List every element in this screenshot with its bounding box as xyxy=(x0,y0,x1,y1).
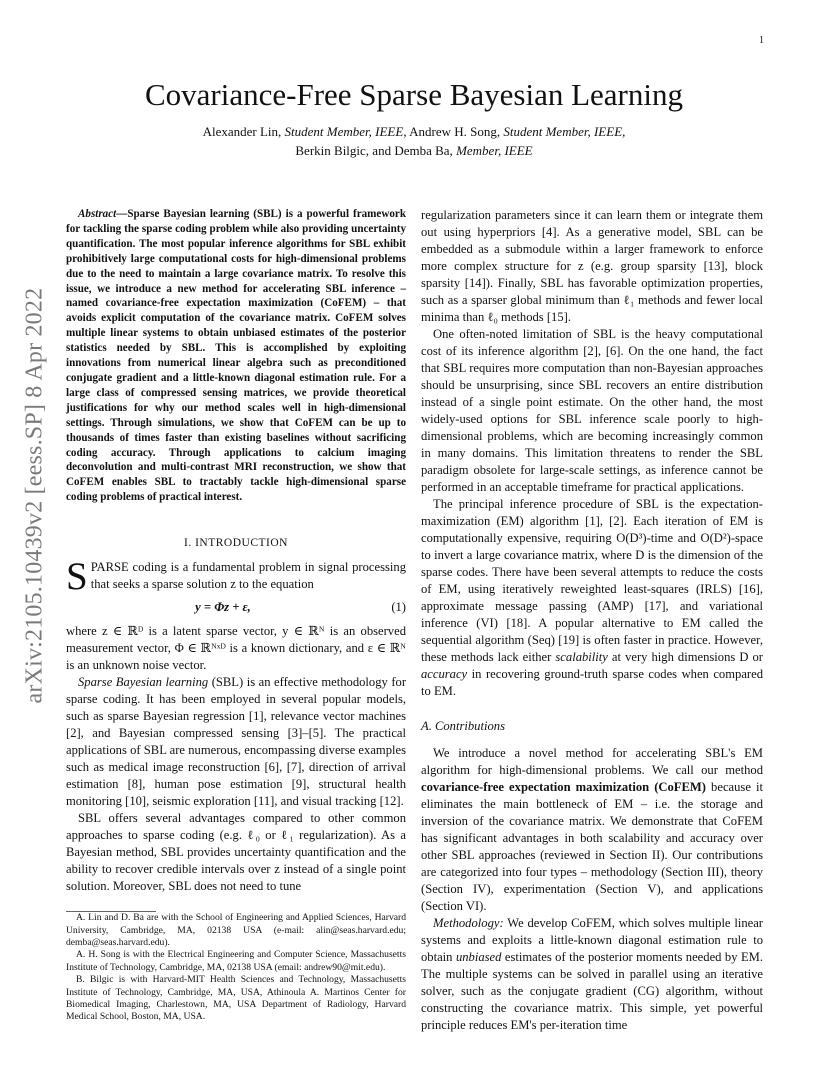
left-column xyxy=(66,207,406,1024)
author-affil: Student Member, IEEE, xyxy=(284,124,407,139)
para-text: because it eliminates the main bottleneck of EM – i.e. the storage and inversion of the covariance matrix. We demonstrate that CoFEM has significant advantages in both scalability and accuracy over other SBL approaches (reviewed in Section II). Our contributions are categorized into four types – methodology (Section III), theory (Section IV), experimentation (Section V), and applications (Section VI). xyxy=(421,780,763,913)
page-number: 1 xyxy=(759,35,764,46)
abstract-text: —Sparse Bayesian learning (SBL) is a powerful framework for tackling the sparse coding problem while also providing uncertainty quantification. The most popular inference algorithms for SBL exhibit prohibitively large computational costs for high-dimensional problems due to the need to maintain a large covariance matrix. To resolve this issue, we introduce a new method for accelerating SBL inference – named covariance-free expectation maximization (CoFEM) – that avoids explicit computation of the covariance matrix. CoFEM solves multiple linear systems to obtain unbiased estimates of the posterior statistics needed by SBL. This is accomplished by exploiting innovations from numerical linear algebra such as preconditioned conjugate gradient and a little-known diagonal estimation rule. For a large class of compressed sensing matrices, we provide theoretical justifications for why our method scales well in high-dimensional settings. Through simulations, we show that CoFEM can be up to thousands of times faster than existing baselines without sacrificing coding accuracy. Through applications to calcium imaging deconvolution and multi-contrast MRI reconstruction, we show that CoFEM enables SBL to tractably tackle high-dimensional sparse coding problems of practical interest. xyxy=(66,208,406,504)
intro-paragraph-1 xyxy=(66,555,406,599)
equation-body: y = Φz + ε, xyxy=(195,599,251,614)
method-name: covariance-free expectation maximization (CoFEM) xyxy=(421,780,706,794)
contrib-paragraph-1 xyxy=(421,745,763,915)
para-text: estimates of the posterior moments needed by EM. The multiple systems can be solved in parallel using an iterative solver, such as the conjugate gradient (CG) algorithm, without constructing the covariance matrix. This simple, yet powerful principle reduces EM's per-iteration time xyxy=(421,950,763,1032)
drop-cap: S xyxy=(66,555,88,599)
footnote-3: B. Bilgic is with Harvard-MIT Health Sciences and Technology, Massachusetts Institute of Technology, Cambridge, MA, USA, Athinoula A. Martinos Center for Biomedical Imaging, Charlestown, MA, USA Department of Radiology, Harvard Medical School, Boston, MA, USA. xyxy=(66,974,406,1023)
abstract xyxy=(66,207,406,505)
sbl-term: Sparse Bayesian learning xyxy=(78,675,209,690)
right-column xyxy=(421,207,763,1034)
methodology-label: Methodology: xyxy=(433,916,504,930)
equation-number: (1) xyxy=(391,599,406,614)
para-text: at very high dimensions D or xyxy=(607,650,763,664)
equation-1 xyxy=(66,597,406,617)
contrib-paragraph-2 xyxy=(421,915,763,1034)
section-heading-introduction: I. INTRODUCTION xyxy=(184,537,288,550)
emphasis: scalability xyxy=(555,650,608,664)
para-text: We introduce a novel method for accelerating SBL's EM algorithm for high-dimensional problems. We call our method xyxy=(421,746,763,777)
para-text: We develop CoFEM, which solves multiple linear systems and exploits a little-known diagonal estimation rule to obtain xyxy=(421,916,763,964)
author-name: Berkin Bilgic, and Demba Ba, xyxy=(295,143,457,158)
author-line-1 xyxy=(0,122,828,141)
author-block xyxy=(0,122,828,160)
footnote-2: A. H. Song is with the Electrical Engineering and Computer Science, Massachusetts Institute of Technology, Cambridge, MA, 02138 USA (email: andrew90@mit.edu). xyxy=(66,949,406,973)
author-affil: Member, IEEE xyxy=(456,143,533,158)
right-paragraph-1: regularization parameters since it can learn them or integrate them out using hyperpriors [4]. As a generative model, SBL can be embedded as a submodule within a larger framework to enforce more complex structure for z (e.g. group sparsity [13], block sparsity [14]). Finally, SBL has favorable optimization properties, such as a sparser global minimum than ℓ₁ methods and fewer local minima than ℓ₀ methods [15]. xyxy=(421,208,763,324)
paper-title: Covariance-Free Sparse Bayesian Learning xyxy=(145,77,683,112)
arxiv-identifier: arXiv:2105.10439v2 [eess.SP] 8 Apr 2022 xyxy=(21,287,48,704)
para-text: in recovering ground-truth sparse codes when compared to EM. xyxy=(421,667,763,698)
author-name: Alexander Lin, xyxy=(202,124,285,139)
author-name: Andrew H. Song, xyxy=(406,124,504,139)
author-line-2 xyxy=(0,141,828,160)
intro-text-1: PARSE coding is a fundamental problem in signal processing that seeks a sparse solution z to the equation xyxy=(90,560,406,592)
right-paragraph-2: One often-noted limitation of SBL is the heavy computational cost of its inference algorithm [2], [6]. On the one hand, the fact that SBL requires more computation than non-Bayesian approaches should be unsurprising, since SBL recovers an entire distribution instead of a single point estimate. On the other hand, the most widely-used options for SBL inference scale poorly to high-dimensional problems, which are becoming increasingly common in many domains. This limitation threatens to render the SBL paradigm obsolete for large-scale settings, as inference cannot be performed in an acceptable timeframe for practical applications. xyxy=(421,327,763,494)
subsection-heading-contributions: A. Contributions xyxy=(421,719,505,733)
intro-paragraph-3: SBL offers several advantages compared to other common approaches to sparse coding (e.g. ℓ₀ or ℓ₁ regularization). As a Bayesian method, SBL provides uncertainty quantification and the ability to recover credible intervals over z instead of a single point solution. Moreover, SBL does not need to tune xyxy=(66,811,406,894)
intro-text-2: (SBL) is an effective methodology for sparse coding. It has been employed in several popular models, such as sparse Bayesian regression [1], relevance vector machines [2], and Bayesian compressed sensing [3]–[5]. The practical applications of SBL are numerous, encompassing diverse examples such as medical image reconstruction [6], [7], direction of arrival estimation [8], human pose estimation [9], structural health monitoring [10], seismic exploration [11], and visual tracking [12]. xyxy=(66,675,407,809)
author-affil: Student Member, IEEE, xyxy=(503,124,626,139)
footnote-1: A. Lin and D. Ba are with the School of Engineering and Applied Sciences, Harvard University, Cambridge, MA, 02138 USA (e-mail: alin@seas.harvard.edu; demba@seas.harvard.edu). xyxy=(66,912,406,948)
para-text: The principal inference procedure of SBL is the expectation-maximization (EM) algorithm [1], [2]. Each iteration of EM is computationally expensive, requiring O(D³)-time and O(D²)-space to invert a large covariance matrix, where D is the dimension of the sparse codes. There have been several attempts to reduce the costs of EM, using iteratively reweighted least-squares (IRLS) [16], approximate message passing (AMP) [17], and variational inference (VI) [18]. A popular alternative to EM called the sequential algorithm (Seq) [19] is often faster in practice. However, these methods lack either xyxy=(421,497,763,664)
abstract-label: Abstract xyxy=(78,208,117,220)
emphasis: accuracy xyxy=(421,667,468,681)
right-paragraph-3 xyxy=(421,496,763,700)
intro-paragraph-1b: where z ∈ ℝᴰ is a latent sparse vector, y ∈ ℝᴺ is an observed measurement vector, Φ ∈ ℝᴺˣᴰ is a known dictionary, and ε ∈ ℝᴺ is an unknown noise vector. xyxy=(66,624,406,673)
intro-paragraph-2 xyxy=(66,674,406,810)
emphasis: unbiased xyxy=(455,950,502,964)
